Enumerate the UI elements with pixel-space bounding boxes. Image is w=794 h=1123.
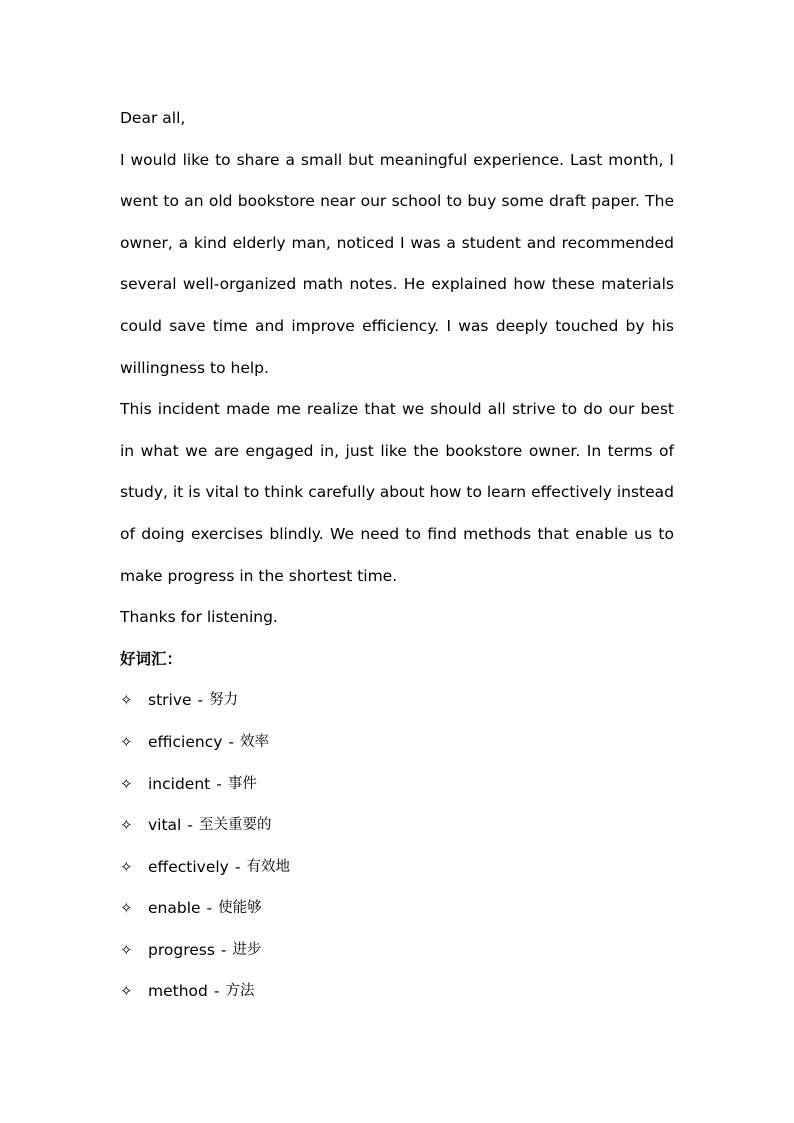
vocab-term: strive [148, 691, 192, 710]
greeting: Dear all, [120, 109, 186, 127]
vocab-term: vital [148, 816, 182, 835]
sparkle-bullet-icon: ✧ [120, 899, 133, 918]
vocab-separator: - [216, 774, 222, 793]
sparkle-bullet-icon: ✧ [120, 940, 133, 959]
sparkle-bullet-icon: ✧ [120, 982, 133, 1001]
vocab-term: efficiency [148, 732, 223, 751]
vocab-item-vital [120, 805, 674, 847]
paragraph-experience: I would like to share a small but meaningful experience. Last month, I went to an old bookstore near our school to buy some draft paper. The owner, a kind elderly man, noticed I was a student and recommended several well-organized math notes. He explained how these materials could save time and improve efficiency. I was deeply touched by his willingness to help. [120, 150, 674, 377]
vocab-item-incident [120, 764, 674, 806]
sparkle-bullet-icon: ✧ [120, 732, 133, 751]
vocab-meaning: 效率 [240, 733, 269, 750]
vocab-meaning: 有效地 [246, 858, 290, 875]
vocab-term: effectively [148, 857, 229, 876]
vocab-separator: - [197, 691, 204, 710]
vocab-item-method [120, 971, 674, 1013]
sparkle-bullet-icon: ✧ [120, 816, 133, 835]
vocab-item-effectively [120, 847, 674, 889]
vocab-separator: - [187, 816, 193, 835]
sparkle-bullet-icon: ✧ [120, 691, 133, 710]
vocab-meaning: 努力 [209, 692, 239, 709]
vocab-meaning: 进步 [232, 941, 262, 958]
vocab-term: enable [148, 899, 201, 918]
vocab-separator: - [206, 899, 213, 918]
vocab-heading: 好词汇： [120, 649, 183, 668]
vocab-meaning: 至关重要的 [198, 817, 272, 834]
document-page [120, 98, 674, 1013]
vocab-item-efficiency [120, 722, 674, 764]
vocab-separator: - [220, 940, 227, 959]
sparkle-bullet-icon: ✧ [120, 857, 133, 876]
vocab-item-strive [120, 680, 674, 722]
vocab-meaning: 使能够 [218, 900, 262, 917]
vocab-term: progress [148, 940, 215, 959]
vocab-separator: - [234, 857, 241, 876]
closing: Thanks for listening. [120, 608, 278, 627]
vocab-term: incident [148, 774, 211, 793]
vocab-list [120, 680, 674, 1013]
vocab-item-enable [120, 888, 674, 930]
paragraph-reflection: This incident made me realize that we should all strive to do our best in what we are engaged in, just like the bookstore owner. In terms of study, it is vital to think carefully about how to learn effectively instead of doing exercises blindly. We need to find methods that enable us to make progress in the shortest time. [120, 400, 674, 585]
vocab-term: method [148, 982, 208, 1001]
vocab-separator: - [228, 732, 234, 751]
vocab-item-progress [120, 930, 674, 972]
vocab-separator: - [213, 982, 220, 1001]
sparkle-bullet-icon: ✧ [120, 774, 133, 793]
vocab-meaning: 事件 [227, 775, 257, 792]
vocab-meaning: 方法 [225, 983, 255, 1000]
